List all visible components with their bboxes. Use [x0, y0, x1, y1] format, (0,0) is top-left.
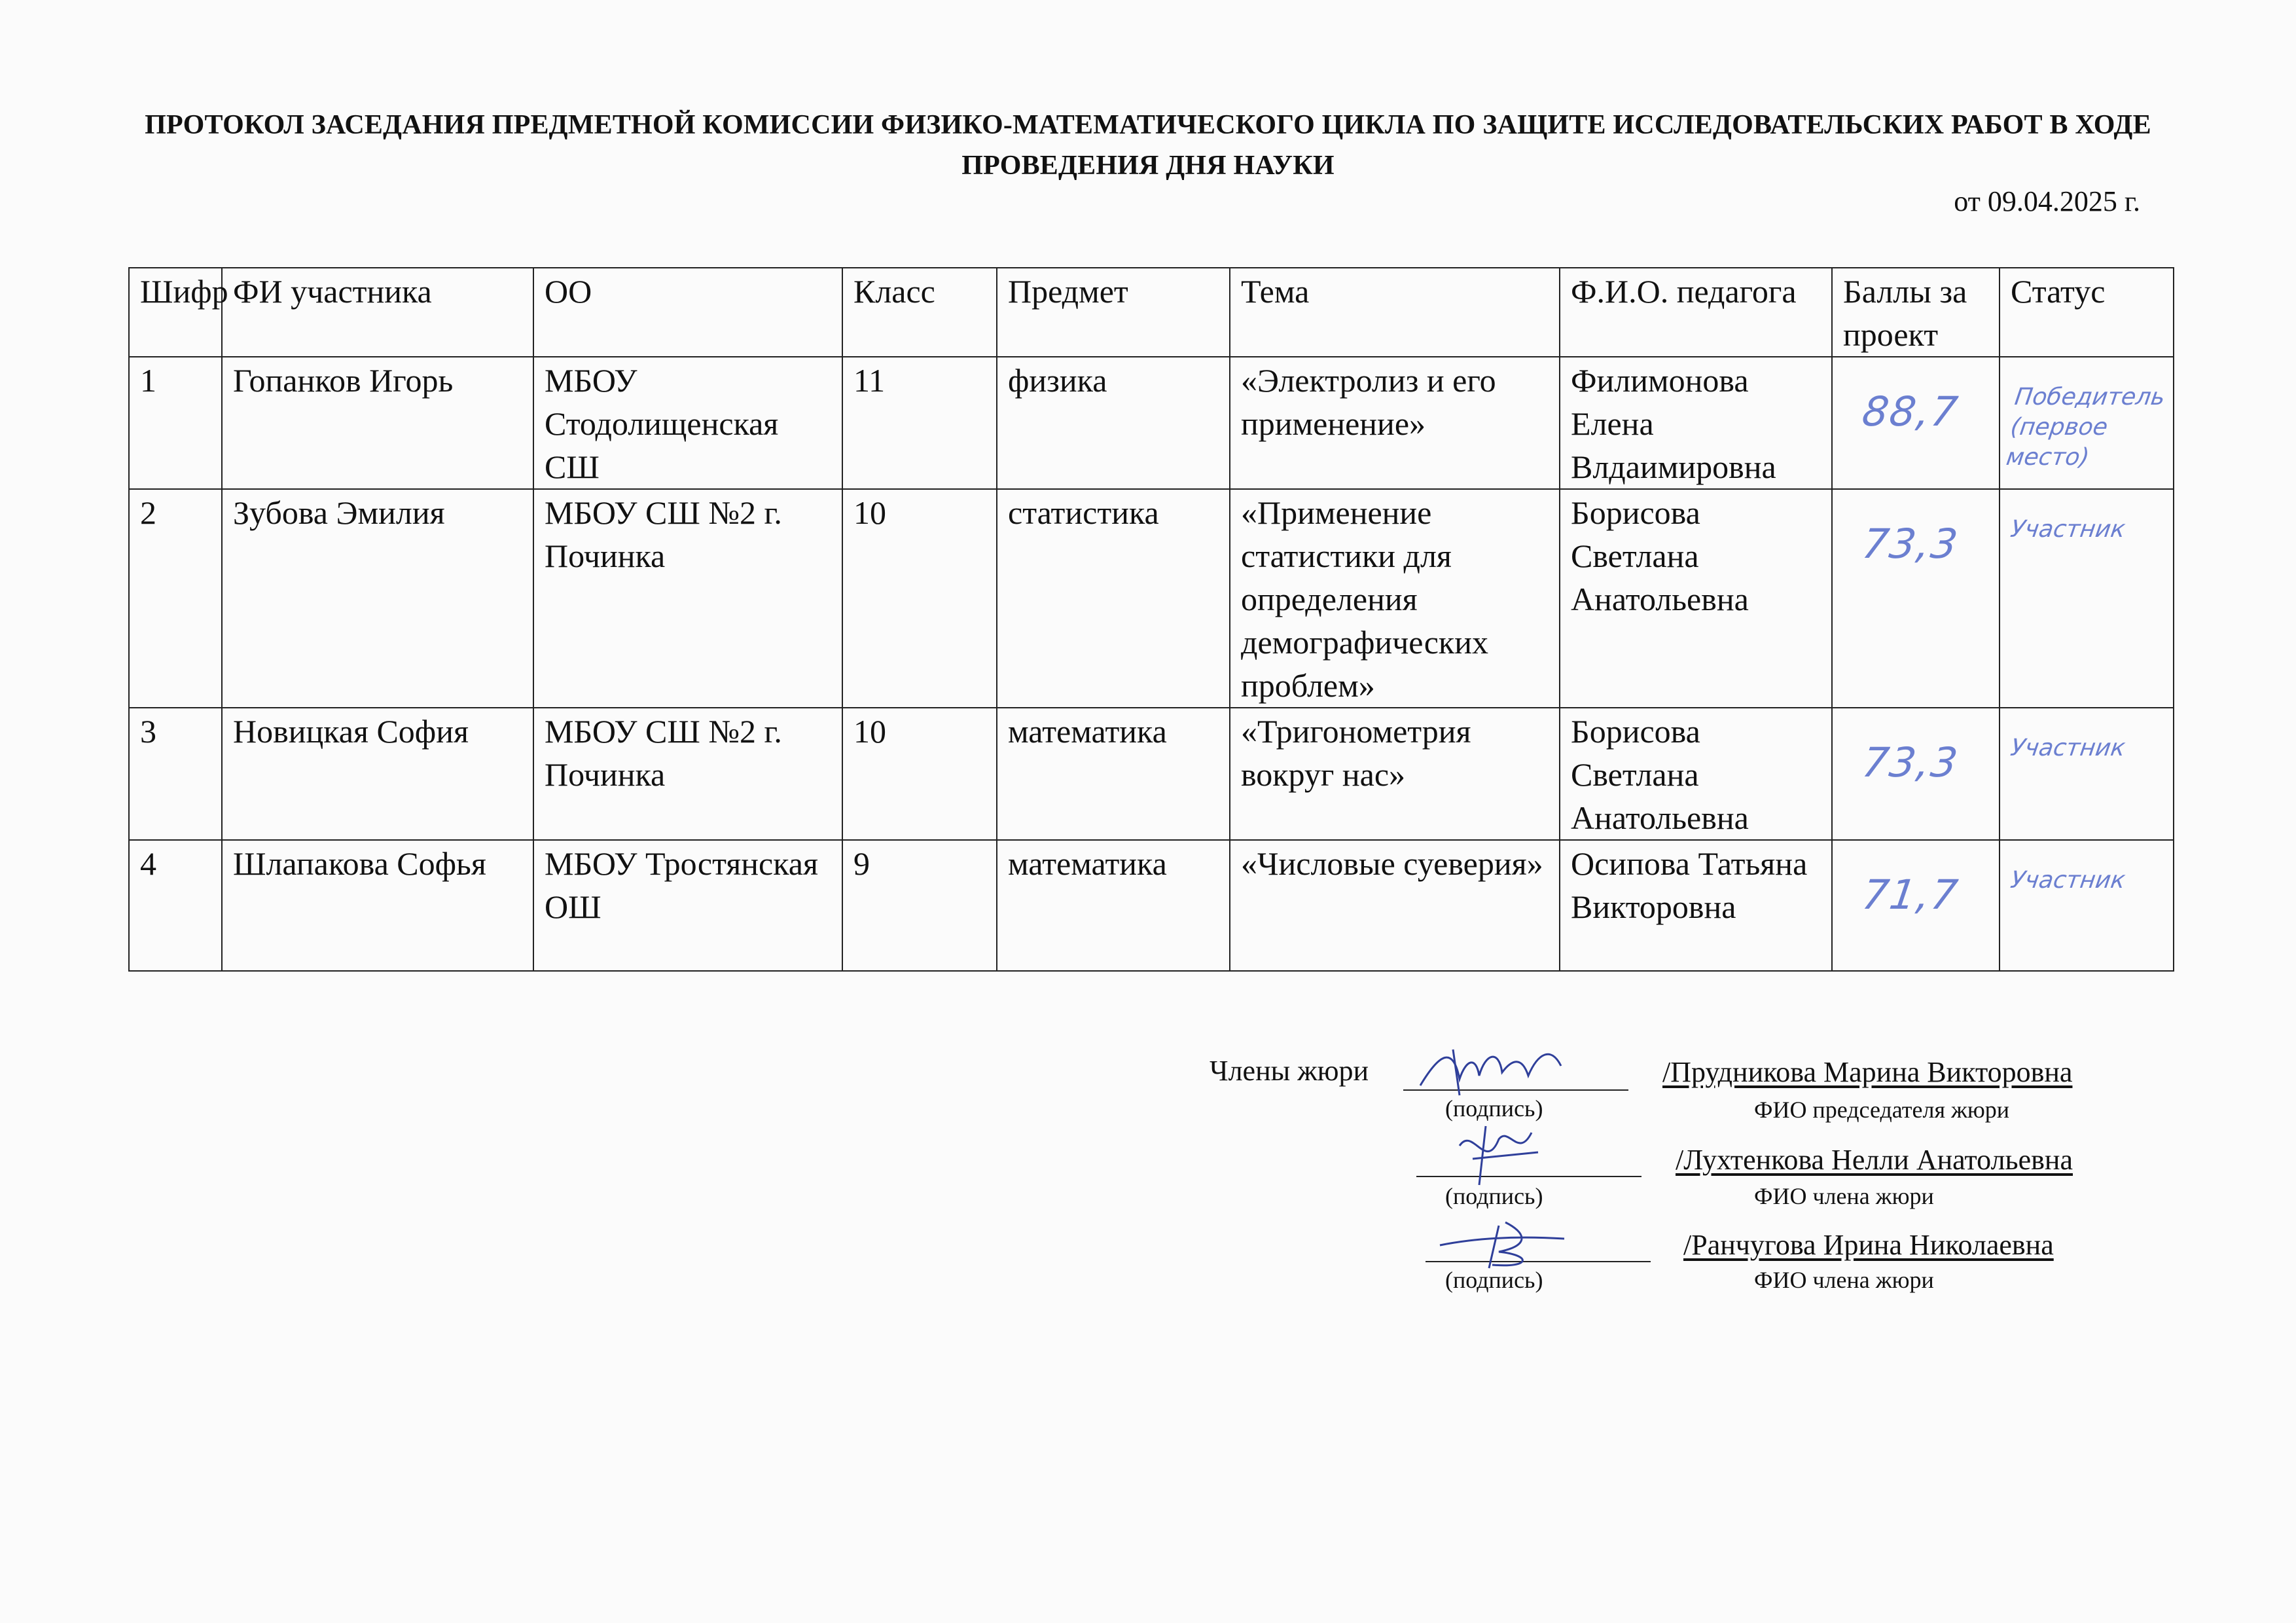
cell-topic: «Применение статистики для определения демографических проблем»	[1230, 489, 1560, 708]
cell-grade: 10	[842, 489, 997, 708]
header-topic: Тема	[1230, 268, 1560, 357]
handwritten-score: 73,3	[1859, 520, 1962, 568]
jury-member-name: /Лухтенкова Нелли Анатольевна	[1676, 1144, 2073, 1176]
cell-score	[1832, 708, 2000, 840]
signature-line	[1426, 1230, 1651, 1262]
participants-table	[128, 267, 2174, 972]
table-row	[129, 357, 2174, 489]
handwritten-status: Участник	[2009, 867, 2127, 894]
cell-subject: статистика	[997, 489, 1230, 708]
cell-status	[2000, 840, 2174, 971]
cell-grade: 11	[842, 357, 997, 489]
header-grade: Класс	[842, 268, 997, 357]
handwritten-status: Участник	[2009, 516, 2127, 543]
cell-topic: «Тригонометрия вокруг нас»	[1230, 708, 1560, 840]
cell-topic: «Электролиз и его применение»	[1230, 357, 1560, 489]
protocol-title: ПРОТОКОЛ ЗАСЕДАНИЯ ПРЕДМЕТНОЙ КОМИССИИ ФИЗИКО-МАТЕМАТИЧЕСКОГО ЦИКЛА ПО ЗАЩИТЕ ИССЛЕДОВАТЕЛЬСКИХ РАБОТ В ХОДЕ ПРОВЕДЕНИЯ ДНЯ НАУКИ	[145, 110, 2151, 181]
jury-member-role: ФИО члена жюри	[1754, 1183, 1934, 1209]
handwritten-score: 71,7	[1859, 871, 1962, 919]
jury-label: Члены жюри	[1210, 1055, 1369, 1087]
table-header-row	[129, 268, 2174, 357]
jury-member-name: /Прудникова Марина Викторовна	[1662, 1056, 2073, 1088]
cell-status	[2000, 489, 2174, 708]
signature-line	[1416, 1144, 1641, 1177]
jury-member-name: /Ранчугова Ирина Николаевна	[1683, 1229, 2054, 1261]
cell-grade: 9	[842, 840, 997, 971]
signature-line	[1403, 1058, 1628, 1091]
header-code: Шифр	[129, 268, 222, 357]
protocol-date: от 09.04.2025 г.	[1954, 185, 2140, 217]
header-participant: ФИ участника	[222, 268, 533, 357]
signature-caption: (подпись)	[1445, 1267, 1543, 1293]
cell-subject: математика	[997, 708, 1230, 840]
handwritten-status: Участник	[2009, 735, 2127, 761]
cell-teacher: Борисова Светлана Анатольевна	[1560, 489, 1832, 708]
header-status: Статус	[2000, 268, 2174, 357]
cell-code: 2	[129, 489, 222, 708]
table-row	[129, 489, 2174, 708]
signature-3	[1433, 1219, 1577, 1271]
cell-topic: «Числовые суеверия»	[1230, 840, 1560, 971]
handwritten-status: Победитель (первое место)	[2004, 384, 2167, 471]
cell-teacher: Борисова Светлана Анатольевна	[1560, 708, 1832, 840]
cell-school: МБОУ СШ №2 г. Починка	[533, 489, 842, 708]
header-teacher: Ф.И.О. педагога	[1560, 268, 1832, 357]
cell-score	[1832, 840, 2000, 971]
cell-school: МБОУ Стодолищенская СШ	[533, 357, 842, 489]
cell-status	[2000, 357, 2174, 489]
header-school: ОО	[533, 268, 842, 357]
cell-participant: Зубова Эмилия	[222, 489, 533, 708]
cell-subject: математика	[997, 840, 1230, 971]
signature-1	[1414, 1040, 1577, 1099]
signature-2	[1446, 1120, 1551, 1192]
cell-participant: Новицкая София	[222, 708, 533, 840]
table-row	[129, 708, 2174, 840]
handwritten-score: 88,7	[1859, 388, 1962, 435]
cell-teacher: Филимонова Елена Влдаимировна	[1560, 357, 1832, 489]
jury-member-role: ФИО председателя жюри	[1754, 1097, 2010, 1123]
cell-code: 3	[129, 708, 222, 840]
cell-code: 4	[129, 840, 222, 971]
cell-score	[1832, 489, 2000, 708]
cell-participant: Шлапакова Софья	[222, 840, 533, 971]
signature-caption: (подпись)	[1445, 1095, 1543, 1122]
cell-status	[2000, 708, 2174, 840]
jury-member-role: ФИО члена жюри	[1754, 1267, 1934, 1293]
cell-score	[1832, 357, 2000, 489]
cell-code: 1	[129, 357, 222, 489]
signature-caption: (подпись)	[1445, 1183, 1543, 1209]
cell-teacher: Осипова Татьяна Викторовна	[1560, 840, 1832, 971]
cell-participant: Гопанков Игорь	[222, 357, 533, 489]
cell-school: МБОУ СШ №2 г. Починка	[533, 708, 842, 840]
table-row	[129, 840, 2174, 971]
cell-school: МБОУ Тростянская ОШ	[533, 840, 842, 971]
cell-grade: 10	[842, 708, 997, 840]
header-score: Баллы за проект	[1832, 268, 2000, 357]
cell-subject: физика	[997, 357, 1230, 489]
handwritten-score: 73,3	[1859, 739, 1962, 786]
header-subject: Предмет	[997, 268, 1230, 357]
